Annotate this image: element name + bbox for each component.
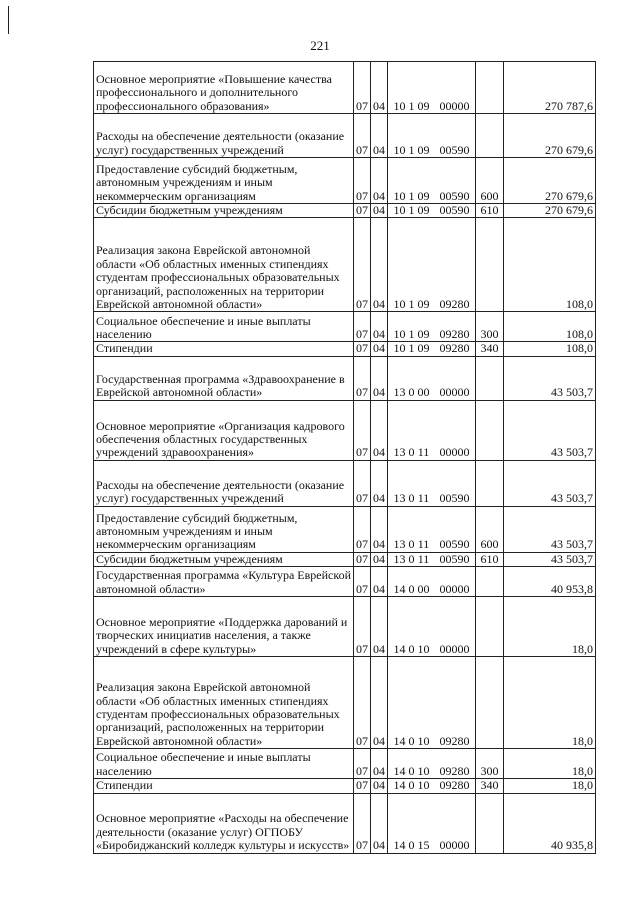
target-article-part: 14 <box>393 733 406 748</box>
row-subsection-code: 04 <box>371 158 388 204</box>
target-article-part: 10 <box>393 142 406 157</box>
row-name: Субсидии бюджетным учреждениям <box>94 552 354 566</box>
row-section-code: 07 <box>354 779 371 793</box>
target-article-part: 00000 <box>439 581 470 596</box>
row-expense-type-code: 600 <box>476 506 504 552</box>
target-article-part: 00000 <box>439 98 470 113</box>
row-name: Субсидии бюджетным учреждениям <box>94 204 354 218</box>
row-subsection-code: 04 <box>371 567 388 597</box>
row-subsection-code: 04 <box>371 749 388 779</box>
table-row <box>94 312 596 342</box>
target-article-part: 0 <box>408 838 415 853</box>
row-section-code: 07 <box>354 356 371 400</box>
target-article-part: 11 <box>417 445 430 460</box>
row-name: Реализация закона Еврейской автономной области «Об областных именных стипендиях студентам профессиональных образовательных организаций, расположенных на территории Еврейской автономной области» <box>94 218 354 312</box>
row-subsection-code: 04 <box>371 597 388 657</box>
table-row <box>94 158 596 204</box>
row-section-code: 07 <box>354 793 371 853</box>
target-article-part: 14 <box>393 838 406 853</box>
row-name: Предоставление субсидий бюджетным, автономным учреждениям и иным некоммерческим организациям <box>94 506 354 552</box>
table-row <box>94 62 596 114</box>
row-subsection-code: 04 <box>371 506 388 552</box>
row-amount: 40 953,8 <box>504 567 596 597</box>
row-expense-type-code: 340 <box>476 342 504 356</box>
row-section-code: 07 <box>354 657 371 749</box>
row-name: Расходы на обеспечение деятельности (оказание услуг) государственных учреждений <box>94 114 354 158</box>
row-amount: 270 679,6 <box>504 114 596 158</box>
row-subsection-code: 04 <box>371 114 388 158</box>
row-amount: 43 503,7 <box>504 460 596 506</box>
row-amount: 270 679,6 <box>504 204 596 218</box>
target-article-part: 00590 <box>439 552 470 566</box>
target-article-part: 14 <box>393 778 406 793</box>
row-expense-type-code <box>476 793 504 853</box>
row-section-code: 07 <box>354 597 371 657</box>
target-article-part: 00 <box>417 385 430 400</box>
row-subsection-code: 04 <box>371 779 388 793</box>
target-article-part: 09 <box>417 203 430 217</box>
target-article-part: 09280 <box>439 778 470 793</box>
row-amount: 108,0 <box>504 342 596 356</box>
row-name: Предоставление субсидий бюджетным, автономным учреждениям и иным некоммерческим организациям <box>94 158 354 204</box>
row-section-code: 07 <box>354 400 371 460</box>
row-expense-type-code <box>476 62 504 114</box>
target-article-part: 0 <box>408 537 415 552</box>
target-article-part: 00590 <box>439 537 470 552</box>
row-target-article-code <box>388 749 476 779</box>
target-article-part: 09 <box>417 341 430 356</box>
table-row <box>94 597 596 657</box>
row-expense-type-code <box>476 657 504 749</box>
target-article-part: 00000 <box>439 385 470 400</box>
table-row <box>94 204 596 218</box>
target-article-part: 14 <box>393 641 406 656</box>
target-article-part: 0 <box>408 552 415 566</box>
row-subsection-code: 04 <box>371 204 388 218</box>
row-name: Государственная программа «Культура Еврейской автономной области» <box>94 567 354 597</box>
row-amount: 108,0 <box>504 218 596 312</box>
row-name: Социальное обеспечение и иные выплаты населению <box>94 749 354 779</box>
row-target-article-code <box>388 552 476 566</box>
row-expense-type-code <box>476 400 504 460</box>
target-article-part: 13 <box>393 552 406 566</box>
row-expense-type-code: 340 <box>476 779 504 793</box>
target-article-part: 0 <box>408 445 415 460</box>
target-article-part: 13 <box>393 537 406 552</box>
row-target-article-code <box>388 506 476 552</box>
row-subsection-code: 04 <box>371 460 388 506</box>
row-subsection-code: 04 <box>371 793 388 853</box>
row-section-code: 07 <box>354 506 371 552</box>
row-section-code: 07 <box>354 158 371 204</box>
target-article-part: 09 <box>417 98 430 113</box>
row-name: Реализация закона Еврейской автономной области «Об областных именных стипендиях студентам профессиональных образовательных организаций, расположенных на территории Еврейской автономной области» <box>94 657 354 749</box>
target-article-part: 09 <box>417 297 430 311</box>
row-amount: 40 935,8 <box>504 793 596 853</box>
target-article-part: 09280 <box>439 733 470 748</box>
target-article-part: 1 <box>408 203 415 217</box>
row-subsection-code: 04 <box>371 342 388 356</box>
row-target-article-code <box>388 356 476 400</box>
table-row <box>94 779 596 793</box>
target-article-part: 09 <box>417 142 430 157</box>
target-article-part: 14 <box>393 763 406 778</box>
row-expense-type-code <box>476 218 504 312</box>
row-amount: 43 503,7 <box>504 552 596 566</box>
target-article-part: 1 <box>408 327 415 341</box>
row-target-article-code <box>388 567 476 597</box>
target-article-part: 09 <box>417 327 430 341</box>
target-article-part: 00000 <box>439 641 470 656</box>
row-expense-type-code <box>476 356 504 400</box>
row-name: Социальное обеспечение и иные выплаты населению <box>94 312 354 342</box>
target-article-part: 00590 <box>439 203 470 217</box>
target-article-part: 00000 <box>439 445 470 460</box>
target-article-part: 10 <box>393 341 406 356</box>
row-section-code: 07 <box>354 567 371 597</box>
target-article-part: 10 <box>393 297 406 311</box>
row-section-code: 07 <box>354 312 371 342</box>
target-article-part: 0 <box>408 641 415 656</box>
row-section-code: 07 <box>354 749 371 779</box>
row-target-article-code <box>388 657 476 749</box>
row-name: Основное мероприятие «Расходы на обеспечение деятельности (оказание услуг) ОГПОБУ «Биробиджанский колледж культуры и искусств» <box>94 793 354 853</box>
row-name: Стипендии <box>94 779 354 793</box>
table-row <box>94 342 596 356</box>
budget-table <box>93 61 596 854</box>
row-subsection-code: 04 <box>371 62 388 114</box>
target-article-part: 0 <box>408 491 415 506</box>
row-name: Основное мероприятие «Поддержка дарований и творческих инициатив населения, а также учреждений в сфере культуры» <box>94 597 354 657</box>
row-section-code: 07 <box>354 218 371 312</box>
row-subsection-code: 04 <box>371 312 388 342</box>
row-subsection-code: 04 <box>371 356 388 400</box>
target-article-part: 11 <box>417 552 430 566</box>
row-section-code: 07 <box>354 342 371 356</box>
row-amount: 270 679,6 <box>504 158 596 204</box>
budget-table-body <box>94 62 596 854</box>
target-article-part: 11 <box>417 537 430 552</box>
table-row <box>94 356 596 400</box>
target-article-part: 1 <box>408 98 415 113</box>
target-article-part: 09280 <box>439 297 470 311</box>
row-target-article-code <box>388 114 476 158</box>
table-row <box>94 400 596 460</box>
row-amount: 270 787,6 <box>504 62 596 114</box>
row-amount: 43 503,7 <box>504 356 596 400</box>
row-subsection-code: 04 <box>371 400 388 460</box>
row-amount: 18,0 <box>504 779 596 793</box>
row-amount: 108,0 <box>504 312 596 342</box>
row-target-article-code <box>388 460 476 506</box>
row-target-article-code <box>388 597 476 657</box>
row-amount: 43 503,7 <box>504 400 596 460</box>
table-row <box>94 114 596 158</box>
row-amount: 43 503,7 <box>504 506 596 552</box>
target-article-part: 1 <box>408 341 415 356</box>
row-target-article-code <box>388 158 476 204</box>
target-article-part: 00590 <box>439 142 470 157</box>
page-number: 221 <box>310 38 330 53</box>
target-article-part: 0 <box>408 778 415 793</box>
target-article-part: 0 <box>408 763 415 778</box>
row-target-article-code <box>388 400 476 460</box>
target-article-part: 09280 <box>439 763 470 778</box>
row-name: Стипендии <box>94 342 354 356</box>
table-row <box>94 567 596 597</box>
target-article-part: 10 <box>393 188 406 203</box>
row-expense-type-code: 300 <box>476 749 504 779</box>
target-article-part: 1 <box>408 188 415 203</box>
row-amount: 18,0 <box>504 657 596 749</box>
row-name: Основное мероприятие «Повышение качества профессионального и дополнительного профессионального образования» <box>94 62 354 114</box>
target-article-part: 0 <box>408 581 415 596</box>
row-name: Расходы на обеспечение деятельности (оказание услуг) государственных учреждений <box>94 460 354 506</box>
row-target-article-code <box>388 62 476 114</box>
row-amount: 18,0 <box>504 749 596 779</box>
table-row <box>94 749 596 779</box>
target-article-part: 11 <box>417 491 430 506</box>
target-article-part: 10 <box>417 733 430 748</box>
row-section-code: 07 <box>354 460 371 506</box>
row-expense-type-code: 600 <box>476 158 504 204</box>
row-target-article-code <box>388 312 476 342</box>
target-article-part: 10 <box>417 763 430 778</box>
table-row <box>94 793 596 853</box>
target-article-part: 09 <box>417 188 430 203</box>
row-section-code: 07 <box>354 552 371 566</box>
row-name: Государственная программа «Здравоохранение в Еврейской автономной области» <box>94 356 354 400</box>
table-row <box>94 506 596 552</box>
table-row <box>94 218 596 312</box>
target-article-part: 13 <box>393 445 406 460</box>
target-article-part: 00590 <box>439 188 470 203</box>
row-expense-type-code <box>476 114 504 158</box>
row-expense-type-code: 610 <box>476 552 504 566</box>
row-expense-type-code <box>476 460 504 506</box>
row-expense-type-code <box>476 597 504 657</box>
row-expense-type-code: 300 <box>476 312 504 342</box>
row-name: Основное мероприятие «Организация кадрового обеспечения областных государственных учреждений здравоохранения» <box>94 400 354 460</box>
row-subsection-code: 04 <box>371 552 388 566</box>
target-article-part: 00590 <box>439 491 470 506</box>
target-article-part: 10 <box>393 203 406 217</box>
row-amount: 18,0 <box>504 597 596 657</box>
row-subsection-code: 04 <box>371 657 388 749</box>
target-article-part: 00 <box>417 581 430 596</box>
row-target-article-code <box>388 218 476 312</box>
row-subsection-code: 04 <box>371 218 388 312</box>
row-target-article-code <box>388 204 476 218</box>
target-article-part: 14 <box>393 581 406 596</box>
target-article-part: 0 <box>408 385 415 400</box>
target-article-part: 0 <box>408 733 415 748</box>
table-row <box>94 657 596 749</box>
target-article-part: 1 <box>408 297 415 311</box>
margin-line <box>8 6 9 34</box>
target-article-part: 13 <box>393 385 406 400</box>
row-section-code: 07 <box>354 114 371 158</box>
row-target-article-code <box>388 793 476 853</box>
target-article-part: 10 <box>393 327 406 341</box>
target-article-part: 10 <box>417 778 430 793</box>
table-row <box>94 460 596 506</box>
target-article-part: 09280 <box>439 327 470 341</box>
row-expense-type-code: 610 <box>476 204 504 218</box>
target-article-part: 10 <box>417 641 430 656</box>
target-article-part: 15 <box>417 838 430 853</box>
target-article-part: 10 <box>393 98 406 113</box>
row-target-article-code <box>388 779 476 793</box>
row-section-code: 07 <box>354 62 371 114</box>
target-article-part: 1 <box>408 142 415 157</box>
table-row <box>94 552 596 566</box>
row-expense-type-code <box>476 567 504 597</box>
row-section-code: 07 <box>354 204 371 218</box>
target-article-part: 13 <box>393 491 406 506</box>
target-article-part: 09280 <box>439 341 470 356</box>
row-target-article-code <box>388 342 476 356</box>
target-article-part: 00000 <box>439 838 470 853</box>
